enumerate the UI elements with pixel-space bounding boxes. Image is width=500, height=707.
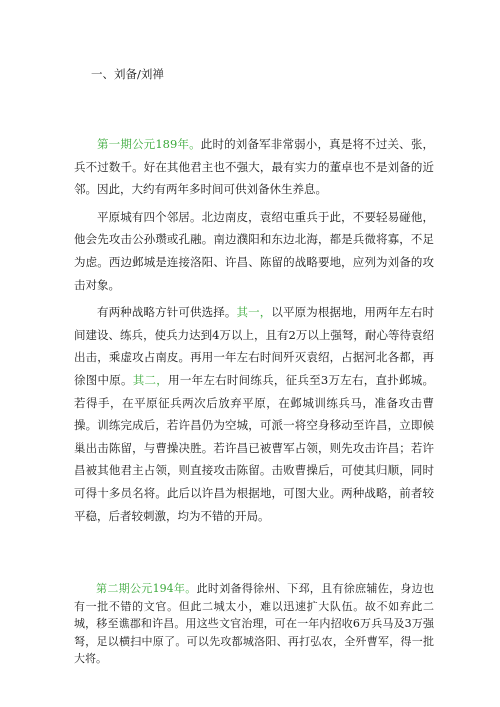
section-heading: 一、刘备/刘禅 [91, 67, 164, 81]
paragraph-strategies [74, 301, 434, 527]
phase-two-text: 此时刘备得徐州、下邳，且有徐庶辅佐，身边也有一批不错的文官。但此二城太小，难以迅速扩大队伍。故不如弃此二城，移至谯郡和许昌。用这些文官治理，可在一年内招收6万兵马及3万强弩，足以横扫中原了。可以先攻都城洛阳、再打弘农，全歼曹军，得一批大将。 [74, 582, 435, 666]
phase-one-label: 第一期公元189年。 [97, 137, 201, 151]
phase-one-intro-text: 此时的刘备军非常弱小，真是将不过关、张，兵不过数千。好在其他君主也不强大，最有实力的董卓也不是刘备的近邻。因此，大约有两年多时间可供刘备休生养息。 [74, 137, 434, 197]
phase-two-label: 第二期公元194年。 [96, 582, 197, 595]
paragraph-neighbors [74, 206, 434, 296]
strategy-two-text: 用一年左右时间练兵，征兵至3万左右，直扑邺城。若得手，在平原征兵两次后放弃平原，在邺城训练兵马，准备攻击曹操。训练完成后，若许昌仍为空城，可派一将空身移动至许昌，立即候巢出击陈留，与曹操决胜。若许昌已被曹军占领，则先攻击许昌；若许昌被其他君主占领，则直接攻击陈留。击败曹操后，可使其归顺，同时可得十多员名将。此后以许昌为根据地，可图大业。两种战略，前者较平稳，后者较刺激，均为不错的开局。 [74, 372, 435, 523]
paragraph-phase-two [74, 580, 434, 668]
strategy-one-text: 以平原为根据地，用两年左右时间建设、练兵，使兵力达到4万以上，且有2万以上强弩，耐心等待袁绍出击，乘虚攻占南皮。再用一年左右时间歼灭袁绍，占据河北各都，再徐图中原。 [74, 305, 434, 387]
paragraph-phase-one-intro [74, 133, 434, 201]
section-phase-two [74, 580, 434, 668]
strategy-two-label: 其二， [132, 372, 169, 387]
strategies-intro: 有两种战略方针可供选择。 [97, 305, 237, 320]
neighbors-text: 平原城有四个邻居。北边南皮，袁绍屯重兵于此，不要轻易碰他，他会先攻击公孙瓒或孔融。南边濮阳和东边北海，都是兵微将寡，不足为虑。西边邺城是连接洛阳、许昌、陈留的战略要地，应列为刘备的攻击对象。 [74, 209, 434, 292]
section-phase-one [74, 133, 434, 527]
strategy-one-label: 其一， [236, 305, 272, 320]
